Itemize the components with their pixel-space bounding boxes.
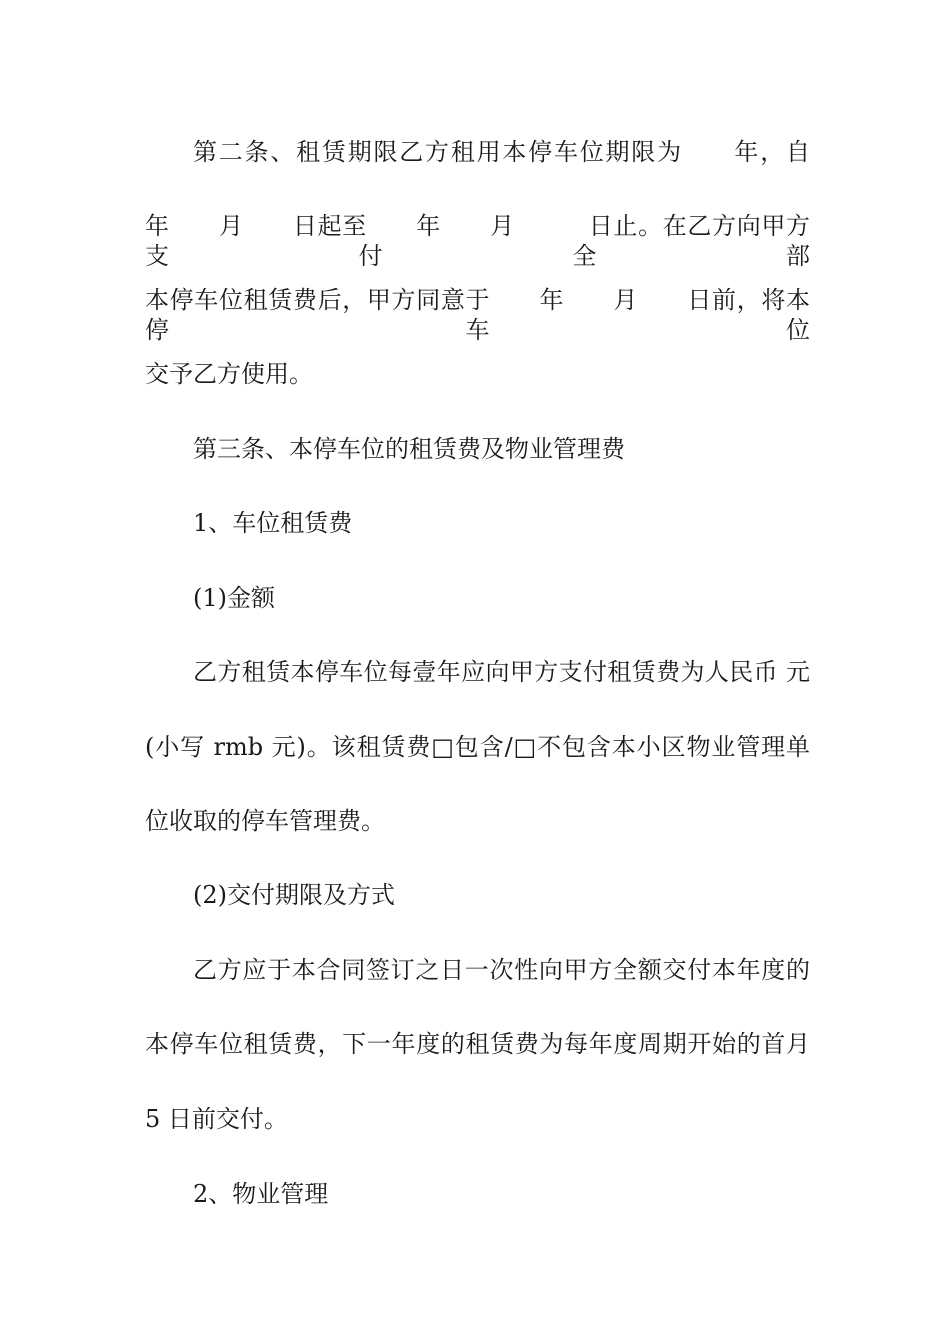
heading-amount: (1)金额: [193, 584, 275, 612]
paragraph-article-2-line-3: 本停车位租赁费后，甲方同意于 年 月 日前，将本停车位: [145, 286, 810, 344]
heading-section-1: 1、车位租赁费: [193, 509, 353, 537]
paragraph-article-2-line-4: 交予乙方使用。: [145, 360, 313, 388]
paragraph-payment-line-2: 本停车位租赁费，下一年度的租赁费为每年度周期开始的首月: [145, 1030, 810, 1058]
heading-section-2: 2、物业管理: [193, 1180, 329, 1208]
paragraph-article-2-line-2: 年 月 日起至 年 月 日止。在乙方向甲方支付全部: [145, 212, 810, 270]
paragraph-payment-line-1: 乙方应于本合同签订之日一次性向甲方全额交付本年度的: [193, 956, 810, 984]
paragraph-amount-line-2: (小写 rmb 元)。该租赁费□包含/□不包含本小区物业管理单: [145, 733, 810, 761]
paragraph-amount-line-1: 乙方租赁本停车位每壹年应向甲方支付租赁费为人民币 元: [193, 658, 810, 686]
heading-payment-terms: (2)交付期限及方式: [193, 881, 395, 909]
paragraph-amount-line-3: 位收取的停车管理费。: [145, 807, 385, 835]
heading-article-3: 第三条、本停车位的租赁费及物业管理费: [193, 435, 625, 463]
paragraph-payment-line-3: 5 日前交付。: [145, 1105, 288, 1133]
paragraph-article-2-line-1: 第二条、租赁期限乙方租用本停车位期限为 年，自: [193, 138, 810, 166]
